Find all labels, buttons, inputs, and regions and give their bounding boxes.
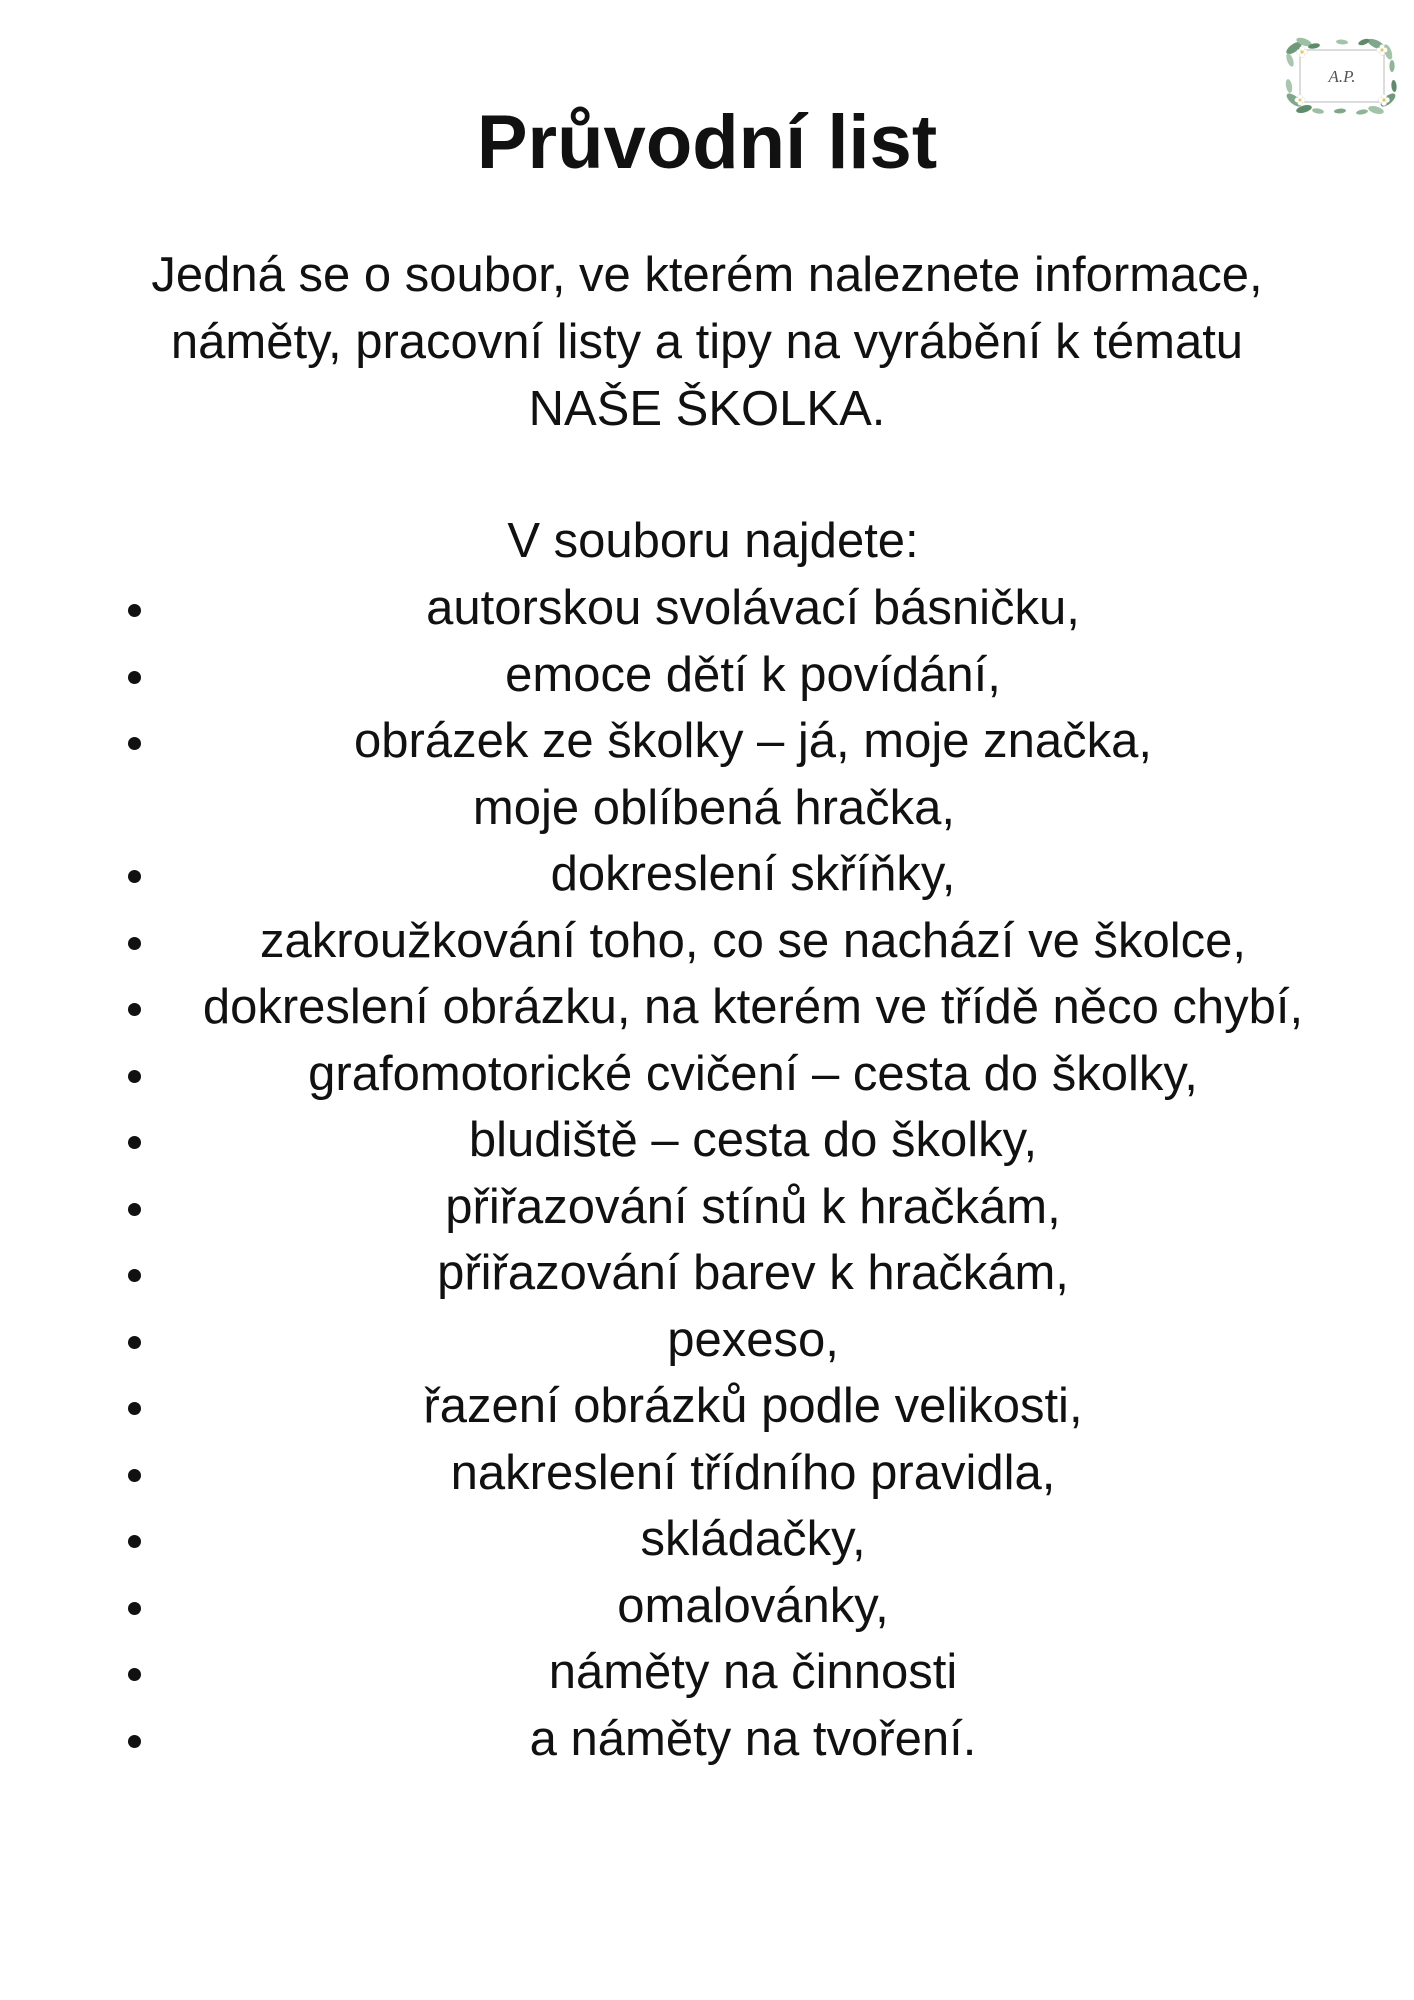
intro-line: náměty, pracovní listy a tipy na vyrábění k tématu — [170, 315, 1244, 369]
bullet-icon — [128, 1003, 141, 1016]
list-item — [0, 642, 1414, 709]
logo-text: A.P. — [1328, 67, 1356, 86]
list-item — [0, 1506, 1414, 1573]
list-item — [0, 1174, 1414, 1241]
bullet-icon — [128, 1203, 141, 1216]
list-heading: V souboru najdete: — [507, 514, 919, 568]
bullet-icon — [128, 1336, 141, 1349]
list-item — [0, 708, 1414, 775]
list-item — [0, 974, 1414, 1041]
list-item — [0, 1240, 1414, 1307]
list-item — [0, 1440, 1414, 1507]
bullet-icon — [128, 604, 141, 617]
bullet-icon — [128, 1136, 141, 1149]
bullet-icon — [128, 671, 141, 684]
list-item — [0, 1307, 1414, 1374]
list-item — [0, 775, 1414, 842]
list-item-text: omalovánky, — [617, 1578, 889, 1633]
list-item-text: emoce dětí k povídání, — [505, 647, 1001, 702]
list-item-text: dokreslení obrázku, na kterém ve třídě něco chybí, — [202, 980, 1304, 1034]
list-item-text: autorskou svolávací básničku, — [426, 581, 1080, 635]
list-item-text: bludiště – cesta do školky, — [468, 1113, 1038, 1167]
bullet-icon — [128, 1269, 141, 1282]
intro-line: NAŠE ŠKOLKA. — [528, 382, 886, 436]
bullet-icon — [128, 1668, 141, 1681]
page-title: Průvodní list — [476, 100, 938, 185]
list-item — [0, 1706, 1414, 1773]
list-item — [0, 1107, 1414, 1174]
bullet-icon — [128, 1070, 141, 1083]
list-item-text: řazení obrázků podle velikosti, — [423, 1379, 1083, 1433]
list-item-text: pexeso, — [667, 1312, 839, 1367]
bullet-icon — [128, 1469, 141, 1482]
bullet-icon — [128, 870, 141, 883]
list-item — [0, 1373, 1414, 1440]
list-item-text: zakroužkování toho, co se nachází ve školce, — [260, 913, 1246, 968]
bullet-icon — [128, 1735, 141, 1748]
bullet-icon — [128, 737, 141, 750]
list-item-text: a náměty na tvoření. — [529, 1711, 977, 1766]
list-item-text: přiřazování stínů k hračkám, — [445, 1179, 1061, 1234]
list-item-text: grafomotorické cvičení – cesta do školky, — [308, 1046, 1198, 1101]
bullet-icon — [128, 1402, 141, 1415]
list-item — [0, 908, 1414, 975]
list-item — [0, 1639, 1414, 1706]
list-item-text: nakreslení třídního pravidla, — [450, 1445, 1056, 1500]
bullet-icon — [128, 937, 141, 950]
list-item-text: náměty na činnosti — [548, 1645, 958, 1699]
list-item-text: přiřazování barev k hračkám, — [437, 1246, 1069, 1300]
bullet-icon — [128, 1535, 141, 1548]
list-item — [0, 575, 1414, 642]
list-item — [0, 1041, 1414, 1108]
intro-line: Jedná se o soubor, ve kterém naleznete informace, — [151, 248, 1263, 302]
bullet-icon — [128, 1602, 141, 1615]
list-item-text: moje oblíbená hračka, — [472, 780, 956, 835]
intro-paragraph — [0, 242, 1414, 443]
list-item — [0, 1573, 1414, 1640]
list-item-text: dokreslení skříňky, — [550, 847, 956, 901]
list-item — [0, 841, 1414, 908]
content-list — [0, 575, 1414, 1772]
list-item-text: obrázek ze školky – já, moje značka, — [354, 714, 1152, 768]
list-item-text: skládačky, — [640, 1512, 866, 1566]
